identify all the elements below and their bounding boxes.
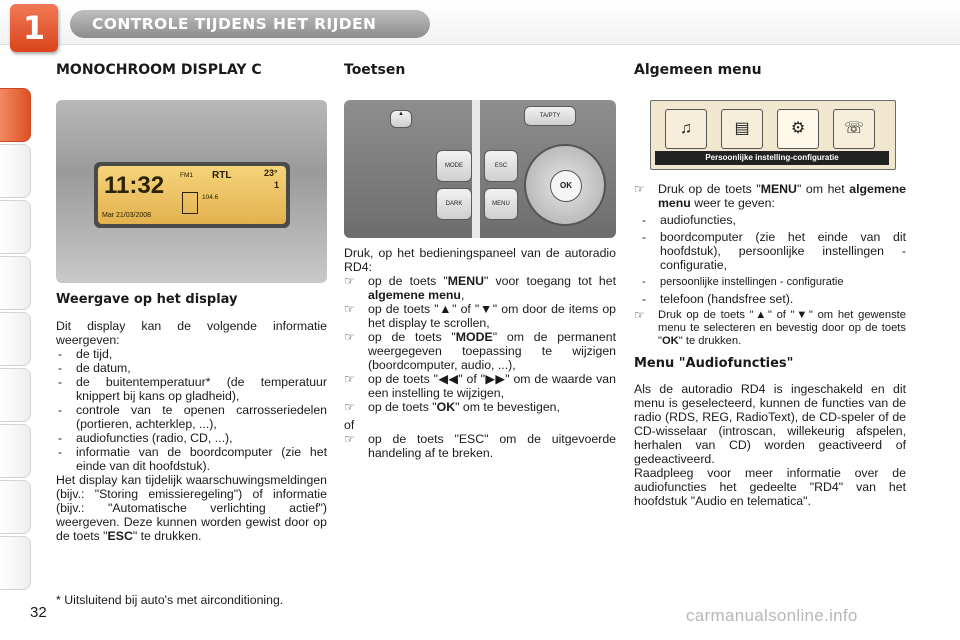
list-item: - boordcomputer (zie het einde van dit hoofdstuk), persoonlijke instellingen - configuratie, xyxy=(640,230,906,272)
menu-text xyxy=(634,182,906,348)
subheading-audio: Menu "Audiofuncties" xyxy=(634,356,794,371)
list-item xyxy=(344,330,616,372)
list-item: - telefoon (handsfree set). xyxy=(640,292,906,306)
pointing-hand-icon: ☞ xyxy=(344,372,355,386)
pointing-hand-icon: ☞ xyxy=(344,432,355,446)
page-title: CONTROLE TIJDENS HET RIJDEN xyxy=(92,15,377,33)
chapter-tab[interactable] xyxy=(0,480,31,534)
ta-button: TA/PTY xyxy=(524,106,576,126)
chapter-tab[interactable] xyxy=(0,424,31,478)
chapter-tab[interactable] xyxy=(0,200,31,254)
key-label: MENU xyxy=(760,182,797,196)
warning-text-end: " te drukken. xyxy=(132,529,202,543)
lcd-time: 11:32 xyxy=(104,172,165,199)
list-item: - audiofuncties, xyxy=(640,213,906,227)
audio-text xyxy=(634,382,906,508)
controls-photo xyxy=(344,100,616,238)
text: op de toets "ESC" om de uitgevoerde handeling af te breken. xyxy=(368,432,616,460)
list-item: - audiofuncties (radio, CD, ...), xyxy=(56,431,327,445)
key-label: OK xyxy=(661,335,679,347)
mode-button: MODE xyxy=(436,150,472,182)
subheading-display: Weergave op het display xyxy=(56,292,238,307)
section-heading-display: MONOCHROOM DISPLAY C xyxy=(56,62,262,78)
list-item: - de buitentemperatuur* (de temperatuur knippert bij kans op gladheid), xyxy=(56,375,327,403)
lcd-preset: 1 xyxy=(274,180,280,190)
dark-button: DARK xyxy=(436,188,472,220)
or-text: of xyxy=(344,418,355,432)
lcd-screen xyxy=(98,166,286,224)
pointing-hand-icon: ☞ xyxy=(344,274,355,288)
text: Druk op de toets " xyxy=(658,182,761,196)
computer-icon: ▤ xyxy=(721,109,763,149)
menu-screenshot xyxy=(650,100,896,170)
key-label: MENU xyxy=(447,274,484,288)
phone-icon: ☏ xyxy=(833,109,875,149)
ok-button: OK xyxy=(550,170,582,202)
list-item: - informatie van de boordcomputer (zie het einde van dit hoofdstuk). xyxy=(56,445,327,473)
lcd-date: Mar 21/03/2008 xyxy=(102,212,152,219)
text: " om te bevestigen, xyxy=(455,400,560,414)
list-item xyxy=(634,182,906,210)
menu-label: algemene menu xyxy=(368,288,461,302)
warning-text: Het display kan tijdelijk waarschuwingsmeldingen (bijv.: "Storing emissieregeling") of informatie (bijv.: "Automatische verlichting actief") weergeven. Deze kunnen worden gewist door op de toets " xyxy=(56,473,327,543)
list-item: - controle van te openen carrosseriedelen (portieren, achterklep, ...), xyxy=(56,403,327,431)
lcd-station: RTL xyxy=(212,170,232,181)
music-note-icon: ♫ xyxy=(665,109,707,149)
list-item xyxy=(634,309,906,348)
display-text xyxy=(56,319,327,543)
section-heading-keys: Toetsen xyxy=(344,62,406,78)
chapter-badge: 1 xyxy=(10,4,58,52)
text: op de toets "◀◀" of "▶▶" om de waarde van een instelling te wijzigen, xyxy=(368,372,616,400)
pointing-hand-icon: ☞ xyxy=(634,182,645,196)
menu-list-2 xyxy=(634,309,906,348)
chapter-tab[interactable] xyxy=(0,368,31,422)
warning-triangle-icon: ▲ xyxy=(390,110,412,128)
keys-text xyxy=(344,246,616,460)
text: " te drukken. xyxy=(678,335,742,347)
pointing-hand-icon: ☞ xyxy=(344,400,355,414)
text: Druk op de toets "▲" of "▼" om het gewenste menu te selecteren en bevestig door op de toets " xyxy=(658,309,906,347)
chapter-tab-active[interactable] xyxy=(0,88,31,142)
page-number: 32 xyxy=(30,604,47,621)
key-label: OK xyxy=(436,400,456,414)
page-header xyxy=(0,0,960,52)
menu-list xyxy=(634,182,906,210)
lcd-temperature: 23° xyxy=(264,168,278,178)
text: op de toets "▲" of "▼" om door de items op het display te scrollen, xyxy=(368,302,616,330)
audio-reference: Raadpleeg voor meer informatie over de audiofuncties het gedeelte "RD4" van het hoofdstuk "Audio en telematica". xyxy=(634,466,906,508)
menu-label: algemene menu xyxy=(658,182,906,210)
display-items xyxy=(56,347,327,473)
navigation-knob xyxy=(524,144,606,226)
menu-items xyxy=(640,213,906,306)
section-heading-menu: Algemeen menu xyxy=(634,62,762,78)
menu-caption: Persoonlijke instelling-configuratie xyxy=(655,151,889,165)
pointing-hand-icon: ☞ xyxy=(634,308,645,322)
chapter-tab[interactable] xyxy=(0,256,31,310)
list-item: - de datum, xyxy=(56,361,327,375)
warning-paragraph xyxy=(56,473,327,543)
text: op de toets " xyxy=(368,400,437,414)
keys-intro: Druk, op het bedieningspaneel van de autoradio RD4: xyxy=(344,246,616,274)
car-outline-icon xyxy=(182,192,198,214)
chapter-tab[interactable] xyxy=(0,144,31,198)
lcd-band: FM1 xyxy=(180,172,193,179)
list-item xyxy=(344,372,616,400)
footnote: * Uitsluitend bij auto's met airconditioning. xyxy=(56,593,284,607)
list-item: - persoonlijke instellingen - configuratie xyxy=(640,275,906,289)
pointing-hand-icon: ☞ xyxy=(344,330,355,344)
list-item xyxy=(344,302,616,330)
esc-button: ESC xyxy=(484,150,518,182)
list-item xyxy=(344,432,616,460)
keys-list-2 xyxy=(344,432,616,460)
menu-button: MENU xyxy=(484,188,518,220)
esc-key-label: ESC xyxy=(107,529,133,543)
photo-divider xyxy=(472,100,480,238)
lcd-frequency: 104.6 xyxy=(202,194,219,201)
list-item: - de tijd, xyxy=(56,347,327,361)
text: " om het xyxy=(796,182,850,196)
text: weer te geven: xyxy=(690,196,775,210)
chapter-tab[interactable] xyxy=(0,312,31,366)
display-photo xyxy=(56,100,327,283)
list-item xyxy=(344,400,616,414)
watermark: carmanualsonline.info xyxy=(686,606,858,625)
list-item xyxy=(344,274,616,302)
display-intro: Dit display kan de volgende informatie weergeven: xyxy=(56,319,327,347)
key-label: MODE xyxy=(455,330,493,344)
text: " voor toegang tot het xyxy=(483,274,616,288)
text: op de toets " xyxy=(368,330,456,344)
settings-icon: ⚙ xyxy=(777,109,819,149)
text: " om de permanent weergegeven toepassing te wijzigen (boordcomputer, audio, ...), xyxy=(368,330,616,372)
text: , xyxy=(460,288,465,302)
pointing-hand-icon: ☞ xyxy=(344,302,355,316)
audio-paragraph: Als de autoradio RD4 is ingeschakeld en dit menu is geselecteerd, kunnen de functies van de radio (RDS, REG, RadioText), de CD-speler of de CD-wisselaar (introscan, willekeurig afspelen, herhalen van CD) worden geactiveerd of gedeactiveerd. xyxy=(634,382,906,466)
text: op de toets " xyxy=(368,274,448,288)
keys-list xyxy=(344,274,616,414)
chapter-tab[interactable] xyxy=(0,536,31,590)
